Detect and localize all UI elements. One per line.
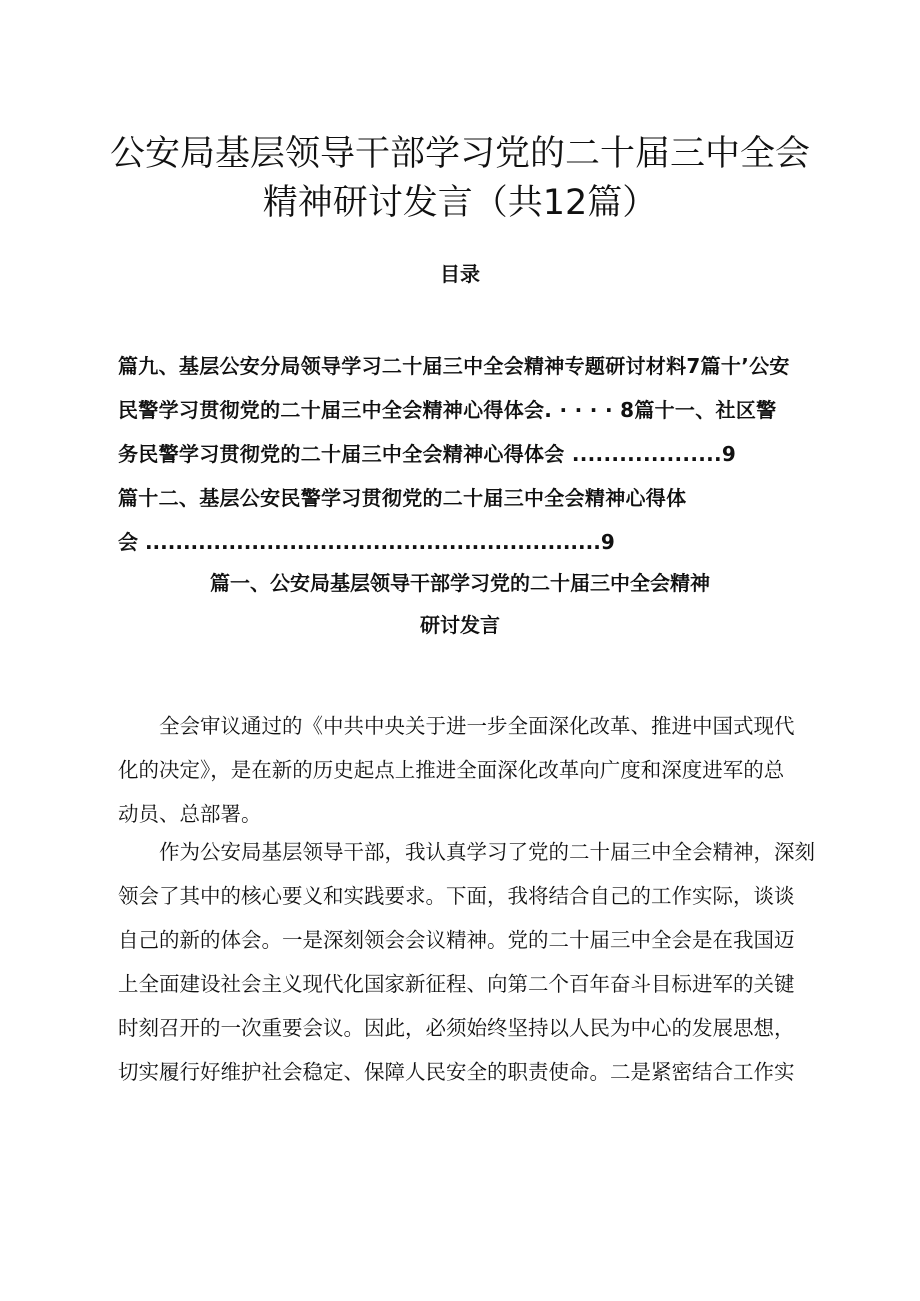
body-paragraph-2 <box>118 830 830 1094</box>
paragraph-line: 切实履行好维护社会稳定、保障人民安全的职责使命。二是紧密结合工作实 <box>118 1060 795 1084</box>
toc-line: 会 ............................................................9 <box>118 530 615 554</box>
document-title-line-2: 精神研讨发言（共12篇） <box>262 183 658 223</box>
section-title-line-1: 篇一、公安局基层领导干部学习党的二十届三中全会精神 <box>210 571 710 595</box>
paragraph-line: 动员、总部署。 <box>118 802 262 826</box>
document-title-line-1: 公安局基层领导干部学习党的二十届三中全会 <box>109 134 810 174</box>
paragraph-line: 上全面建设社会主义现代化国家新征程、向第二个百年奋斗目标进军的关键 <box>118 972 795 996</box>
paragraph-line: 全会审议通过的《中共中央关于进一步全面深化改革、推进中国式现代 <box>118 714 795 738</box>
paragraph-line: 领会了其中的核心要义和实践要求。下面，我将结合自己的工作实际，谈谈 <box>118 884 795 908</box>
toc-line: 民警学习贯彻党的二十届三中全会精神心得体会. · · · · 8篇十一、社区警 <box>118 398 777 422</box>
toc-heading: 目录 <box>440 262 480 286</box>
section-title-line-2: 研讨发言 <box>420 613 500 637</box>
paragraph-line: 作为公安局基层领导干部，我认真学习了党的二十届三中全会精神，深刻 <box>118 840 815 864</box>
toc-line: 务民警学习贯彻党的二十届三中全会精神心得体会 ...................9 <box>118 442 737 466</box>
paragraph-line: 时刻召开的一次重要会议。因此，必须始终坚持以人民为中心的发展思想， <box>118 1016 795 1040</box>
toc-line: 篇十二、基层公安民警学习贯彻党的二十届三中全会精神心得体 <box>118 486 687 510</box>
body-paragraph-1 <box>118 704 830 836</box>
paragraph-line: 自己的新的体会。一是深刻领会会议精神。党的二十届三中全会是在我国迈 <box>118 928 795 952</box>
toc-line: 篇九、基层公安分局领导学习二十届三中全会精神专题研讨材料7篇十’公安 <box>118 354 790 378</box>
paragraph-line: 化的决定》，是在新的历史起点上推进全面深化改革向广度和深度进军的总 <box>118 758 785 782</box>
